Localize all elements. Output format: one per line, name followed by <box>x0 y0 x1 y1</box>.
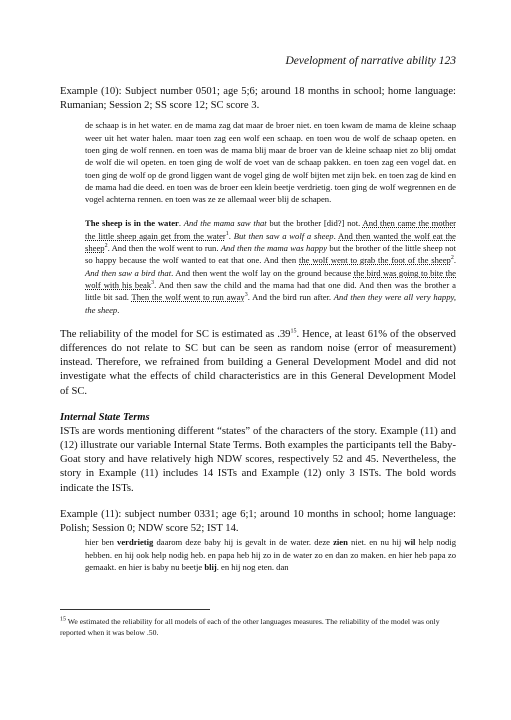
translation-segment: . And then saw the child and the mama had that one did. And then was the brother a little bit sad. <box>85 279 457 303</box>
transcript-segment: help nodig hebben. en hij ook help nodig heb. en papa heb hij zo in de water zo en dan zo maken. en hier heb papa zo gemaakt. en hier is baby nu beetje <box>85 537 456 572</box>
translation-segment: . And then the wolf went to run. <box>107 243 221 254</box>
example-11-intro: Example (11): subject number 0331; age 6;1; around 10 months in school; home language: Polish; Session 0; NDW score 52; IST 14. <box>60 508 456 535</box>
translation-segment: . And the bird run after. <box>247 292 334 303</box>
translation-segment: Then the wolf went to run away <box>131 292 245 303</box>
transcript-segment: hier ben <box>85 537 118 548</box>
footnote-divider <box>60 609 210 610</box>
ist-word: blij <box>204 561 217 572</box>
translation-segment: the wolf went to grab the foot of the sheep <box>299 255 451 266</box>
footnote-marker: 3 <box>151 280 155 287</box>
footnote-marker: 1 <box>225 230 229 237</box>
reliability-text-b: . Hence, at least 61% of the observed differences do not relate to SC but can be seen as random noise (error of measurement) instead. Therefore, we refrained from building a General Development Model and did not investigate what the effects of child characteristics are in this General Development Model of SC. <box>60 328 456 397</box>
transcript-segment: . en hij nog eten. dan <box>216 561 289 572</box>
footnote-marker: 2 <box>104 243 108 250</box>
translation-segment: And then saw a bird that <box>85 267 172 278</box>
example-10-intro: Example (10): Subject number 0501; age 5;6; around 18 months in school; home language: Rumanian; Session 2; SS score 12; SC score 3. <box>60 86 456 112</box>
example-10-dutch-transcript: de schaap is in het water. en de mama zag dat maar de broer niet. en toen kwam de mama de kleine schaap weer uit het water halen. maar toen zag een wolf een schaap. en toen wou de wolf de schaap opeten. en toen ging de wolf rennen. en toen was de mama blij maar de broer van de kleine schaap niet zo blij omdat de wolf die wil opeten. en toen ging de wolf de voet van de schaap pakken. en toen zag een vogel dat. en toen ging de wolf op de grond liggen want de vogel ging de wolf bijten met zijn bek. en toen zag de kind en de mama had die deed. en toen was de broer een klein beetje verdrietig. toen ging de wolf wegrennen en de vogel achterna rennen. en toen was ze ze allemaal weer blij de schapen. <box>85 120 456 205</box>
ist-word: zien <box>333 537 348 548</box>
section-heading: Internal State Terms <box>60 411 150 423</box>
footnote-marker: 3 <box>244 292 248 299</box>
footnote-text: We estimated the reliability for all models of each of the other languages measures. The reliability of the model was only reported when it was below .50. <box>60 617 440 637</box>
translation-segment: And then came the mother the little sheep again get from the water <box>85 218 456 241</box>
page-body <box>60 85 456 573</box>
translation-segment: . <box>117 304 120 315</box>
reliability-paragraph <box>60 328 456 399</box>
ist-word: verdrietig <box>117 537 154 548</box>
translation-segment: . <box>453 255 456 266</box>
reliability-text-a: The reliability of the model for SC is estimated as .39 <box>60 328 291 340</box>
footnote-marker: 15 <box>290 328 297 335</box>
footnote-number: 15 <box>60 616 66 623</box>
translation-segment: the bird was going to bite the wolf with his beak <box>85 267 456 290</box>
example-11-dutch-transcript <box>85 536 456 573</box>
example-10-english-translation <box>85 217 456 315</box>
translation-segment: . <box>333 230 339 241</box>
transcript-segment: daarom deze baby hij is gevalt in de water. deze <box>153 537 334 548</box>
translation-segment: And then the mama was happy <box>220 243 328 254</box>
ist-word: wil <box>404 537 416 548</box>
translation-segment: . <box>228 230 234 241</box>
translation-segment: . <box>178 218 184 229</box>
ist-paragraph: ISTs are words mentioning different “states” of the characters of the story. Example (11) and (12) illustrate our variable Internal State Terms. Both examples the participants tell the Baby-Goat story and have relatively high NDW scores, respectively 52 and 45. Nevertheless, the story in Example (11) includes 14 ISTs and Example (12) only 3 ISTs. The bold words indicate the ISTs. <box>60 425 456 494</box>
footnote-marker: 2 <box>450 255 454 262</box>
translation-segment: but the brother of the little sheep not so happy because the wolf wanted to eat that one. And then <box>85 243 456 266</box>
translation-segment: The sheep is in the water <box>85 218 179 229</box>
translation-segment: But then saw a wolf a sheep <box>233 230 334 241</box>
transcript-segment: niet. en nu hij <box>347 537 405 548</box>
running-head: Development of narrative ability 123 <box>285 55 456 67</box>
translation-segment: And then they were all very happy, the sheep <box>85 292 457 315</box>
translation-segment: And the mama saw that <box>183 218 267 229</box>
translation-segment: And then wanted the wolf eat the sheep <box>85 230 456 254</box>
footnote <box>60 617 456 638</box>
translation-segment: . And then went the wolf lay on the ground because <box>171 267 354 278</box>
translation-segment: but the brother [did?] not. <box>266 218 363 229</box>
